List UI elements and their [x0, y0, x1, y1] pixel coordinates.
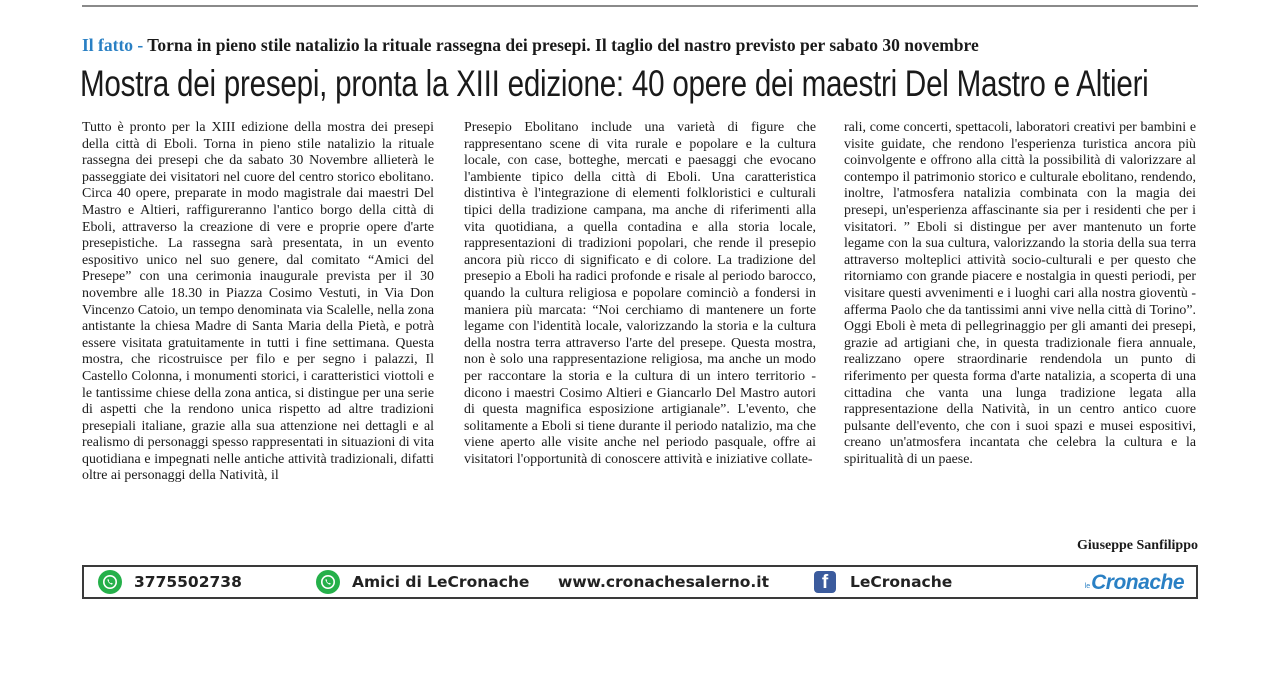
footer-facebook[interactable] [814, 567, 952, 597]
whatsapp-group-name: Amici di LeCronache [352, 573, 530, 591]
footer-phone[interactable] [98, 567, 242, 597]
footer-bar [82, 565, 1198, 599]
kicker [82, 34, 1198, 56]
headline: Mostra dei presepi, pronta la XIII edizione: 40 opere dei maestri Del Mastro e Altieri [80, 63, 1149, 104]
facebook-icon: f [814, 571, 836, 593]
phone-number: 3775502738 [134, 573, 242, 591]
kicker-tag: Il fatto - [82, 35, 144, 55]
article-body [82, 120, 1198, 560]
article-column-2 [464, 120, 816, 468]
column-3-text: rali, come concerti, spettacoli, laboratori creativi per bambini e visite guidate, che rendono l'esperienza turistica ancora più coinvolgente e offrono alla città la possibilità di valorizzare al contempo il patrimonio storico e culturale ebolitano, rendendo, inoltre, l'atmosfera natalizia combinata con la magia dei presepi, un'esperienza affascinante sia per i residenti che per i visitatori. ” Eboli si distingue per aver mantenuto un forte legame con la sua cultura, valorizzando la storia della sua terra attraverso molteplici attività socio-culturali e per questo che ritorniamo con grande piacere e nostalgia in questi periodi, per visitare questi avvenimenti e i luoghi cari alla nostra gioventù - afferma Paolo che da tantissimi anni vive nella città di Torino”. Oggi Eboli è meta di pellegrinaggio per gli amanti dei presepi, grazie ad artigiani che, in questa tradizionale fiera annuale, realizzano opere straordinarie rendendola un punto di riferimento per questa forma d'arte natalizia, a scoperta di una cittadina che vanta una lunga tradizione legata alla rappresentazione della Natività, in un centro antico cuore pulsante dell'evento, che con i suoi spazi e musei espositivi, creano un'atmosfera incantata che celebra la cultura e la spiritualità di un paese. [844, 120, 1196, 467]
byline: Giuseppe Sanfilippo [1077, 538, 1198, 553]
logo-prefix: le [1084, 583, 1091, 590]
article-column-3 [844, 120, 1196, 468]
cronache-logo [1085, 569, 1184, 595]
logo-name: Cronache [1091, 571, 1184, 594]
footer-whatsapp-group[interactable] [316, 567, 529, 597]
whatsapp-icon [98, 570, 122, 594]
article-column-1 [82, 120, 434, 485]
facebook-page-name: LeCronache [850, 573, 953, 591]
kicker-text: Torna in pieno stile natalizio la rituale rassegna dei presepi. Il taglio del nastro previsto per sabato 30 novembre [147, 35, 979, 55]
column-1-text: Tutto è pronto per la XIII edizione della mostra dei presepi della città di Eboli. Torna in pieno stile natalizio la rituale rassegna dei presepi che da sabato 30 Novembre allieterà le passeggiate dei visitatori nel cuore del centro storico ebolitano. Circa 40 opere, preparate in modo magistrale dai maestri Del Mastro e Altieri, raffigureranno l'antico borgo della città di Eboli, attraverso la creazione di vere e proprie opere d'arte presepistiche. La rassegna sarà presentata, in un evento espositivo unico nel suo genere, dal comitato “Amici del Presepe” con una cerimonia inaugurale prevista per il 30 novembre alle 18.30 in Piazza Cosimo Vestuti, in Via Don Vincenzo Catoio, un tempo denominata via Scalelle, nella zona antistante la chiesa Madre di Santa Maria della Pietà, e potrà essere visitata gratuitamente in tutti i fine settimana. Questa mostra, che ricostruisce per filo e per segno i palazzi, Il Castello Colonna, i monumenti storici, i caratteristici viottoli e le tantissime chiese della zona antica, si distingue per una serie di aspetti che la rendono unica rispetto ad altre tradizioni presepiali italiane, grazie alla sua attenzione nei dettagli e al realismo di personaggi spesso rappresentati in situazioni di vita quotidiana e impegnati nelle antiche attività tradizionali, difatti oltre ai personaggi della Natività, il [82, 120, 434, 484]
website-link[interactable]: www.cronachesalerno.it [558, 573, 770, 591]
whatsapp-icon [316, 570, 340, 594]
column-2-text: Presepio Ebolitano include una varietà di figure che rappresentano scene di vita rurale e popolare e la cultura locale, con case, botteghe, mercati e paesaggi che evocano l'ambiente tipico della città di Eboli. Una caratteristica distintiva è l'integrazione di elementi folkloristici e culturali tipici della tradizione campana, ma anche di riferimenti alla vita quotidiana, a quella contadina e alla storia locale, rappresentazioni di tradizioni popolari, che rende il presepio ancora più ricco di significato e di colore. La tradizione del presepio a Eboli ha radici profonde e risale al periodo barocco, quando la cultura religiosa e popolare cominciò a fondersi in maniera più marcata: “Noi cerchiamo di mantenere un forte legame con l'identità locale, valorizzando la storia e la cultura della nostra terra attraverso l'arte del presepe. Questa mostra, non è solo una rappresentazione religiosa, ma anche un modo per raccontare la storia e la cultura di un intero territorio - dicono i maestri Cosimo Altieri e Giancarlo Del Mastro autori di questa magnifica esposizione artigianale”. L'evento, che solitamente a Eboli si tiene durante il periodo natalizio, ma che viene aperto alle visite anche nel periodo pasquale, offre ai visitatori l'opportunità di conoscere attività e iniziative collate- [464, 120, 816, 467]
footer-website[interactable] [558, 567, 769, 597]
top-rule [82, 5, 1198, 7]
